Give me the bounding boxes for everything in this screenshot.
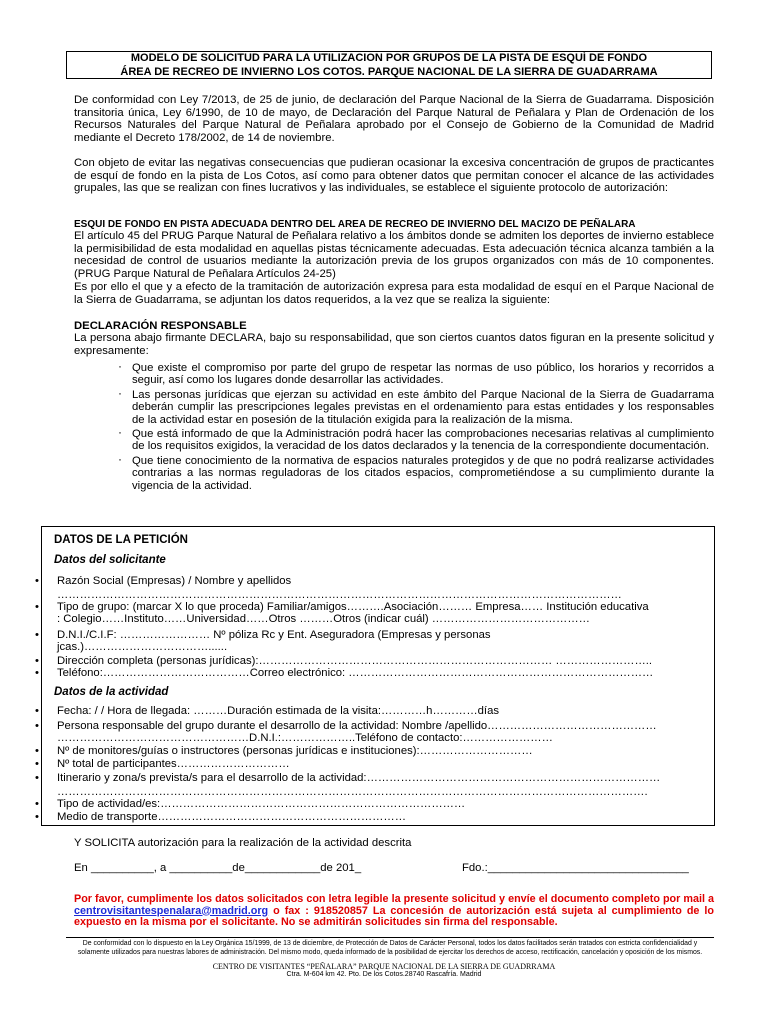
declaration-heading: DECLARACIÓN RESPONSABLE: [74, 320, 247, 332]
footer-divider: [66, 937, 714, 938]
legal-notice: De conformidad con lo dispuesto en la Ley Orgánica 15/1999, de 13 de diciembre, de Protección de Datos de Carácter Personal, todos los datos facilitados serán tratados con estricta confidencialidad y solamente utilizados para nuestras labores de administración. Del mismo modo, queda informado de la posibilidad de ejercitar los derechos de acceso, rectificación, cancelación y oposición de los mismos.: [77, 940, 703, 956]
activity-heading: Datos de la actividad: [54, 686, 169, 698]
responsible-person-field[interactable]: [35, 720, 669, 744]
declaration-intro: La persona abajo firmante DECLARA, bajo su responsabilidad, que son ciertos cuantos datos figuran en la presente solicitud y expresamente:: [74, 332, 714, 357]
applicant-name-field[interactable]: [35, 575, 669, 601]
field-label: Dirección completa (personas jurídicas):…………………………………………………………………… ……………………..: [57, 655, 653, 667]
date-time-field[interactable]: [35, 705, 669, 718]
visitor-center-name: CENTRO DE VISITANTES “PEÑALARA” PARQUE NACIONAL DE LA SIERRA DE GUADRRAMA: [212, 962, 556, 971]
submission-notice: [74, 894, 714, 929]
document-title-box: [66, 51, 712, 79]
bullet-icon: •: [35, 772, 39, 784]
field-label: Medio de transporte…………………………………………………………: [57, 811, 407, 823]
date-place-line[interactable]: En __________, a __________de____________de 201_: [74, 862, 362, 874]
field-label: Nº de monitores/guías o instructores (personas jurídicas e instituciones):…………………………: [57, 745, 533, 757]
notice-text-2: o fax : 918520857 La concesión de autorización está sujeta al cumplimiento de lo expuesto en la misma por el solicitante. No se admitirán solicitudes sin firma del responsable.: [74, 904, 714, 929]
solicita-text: Y SOLICITA autorización para la realización de la actividad descrita: [74, 837, 412, 849]
ski-section-paragraph-2: Es por ello el que y a efecto de la tramitación de autorización expresa para esta modalidad de esquí en el Parque Nacional de la Sierra de Guadarrama, se adjuntan los datos requeridos, a la vez que se realiza la siguiente:: [74, 281, 714, 306]
bullet-icon: •: [35, 811, 39, 823]
bullet-icon: •: [35, 705, 39, 717]
ski-section-heading: ESQUI DE FONDO EN PISTA ADECUADA DENTRO DEL AREA DE RECREO DE INVIERNO DEL MACIZO DE PEÑALARA: [74, 219, 636, 230]
field-blank[interactable]: jcas.)……………………………......: [57, 640, 228, 653]
declaration-item: · Que está informado de que la Administración podrá hacer las comprobaciones necesarias relativas al cumplimiento de los requisitos exigidos, la veracidad de los datos declarados y la tenencia de la correspondiente documentación.: [118, 428, 714, 453]
bullet-icon: •: [35, 575, 39, 587]
declaration-item: · Las personas jurídicas que ejerzan su actividad en este ámbito del Parque Nacional de la Sierra de Guadarrama deberán cumplir las prescripciones legales previstas en el ordenamiento para estas entidades y los responsables de la actividad estar en posesión de la titulación exigida para la realización de la misma.: [118, 389, 714, 426]
bullet-icon: •: [35, 745, 39, 757]
field-label: Fecha: / / Hora de llegada: ………Duración estimada de la visita:…………h…………días: [57, 705, 500, 717]
field-label: Teléfono:…………………………………Correo electrónico: ………………………………………………………………………: [57, 667, 654, 679]
field-label: Nº total de participantes…………………………: [57, 758, 290, 770]
field-blank[interactable]: ……………………………………………………………………………………………………………………………………: [57, 588, 622, 601]
field-label: Itinerario y zona/s prevista/s para el desarrollo de la actividad:……………………………………………………………………: [57, 772, 661, 784]
signature-line[interactable]: Fdo.:________________________________: [462, 862, 689, 874]
itinerary-field[interactable]: [35, 772, 669, 798]
title-line-1: MODELO DE SOLICITUD PARA LA UTILIZACION POR GRUPOS DE LA PISTA DE ESQUÍ DE FONDO: [130, 52, 648, 64]
field-label: Persona responsable del grupo durante el desarrollo de la actividad: Nombre /apellido………………………………………: [57, 720, 657, 732]
applicant-heading: Datos del solicitante: [54, 554, 166, 566]
participants-field[interactable]: [35, 758, 669, 771]
bullet-icon: •: [35, 758, 39, 770]
bullet-icon: •: [35, 667, 39, 679]
bullet-icon: •: [35, 629, 39, 641]
group-type-field[interactable]: [35, 601, 669, 625]
dni-policy-field[interactable]: [35, 629, 669, 653]
monitors-field[interactable]: [35, 745, 669, 758]
bullet-icon: •: [35, 601, 39, 613]
form-heading: DATOS DE LA PETICIÓN: [54, 534, 188, 546]
activity-type-field[interactable]: [35, 798, 669, 811]
email-link[interactable]: centrovisitantespenalara@madrid.org: [74, 904, 269, 917]
visitor-center-address: Ctra. M-604 km 42. Pto. De los Cotos.28740 Rascafría. Madrid: [286, 971, 482, 978]
transport-field[interactable]: [35, 811, 669, 824]
field-label: Tipo de grupo: (marcar X lo que proceda) Familiar/amigos……….Asociación……… Empresa…… Institución educativa: [57, 601, 649, 613]
phone-email-field[interactable]: [35, 667, 669, 680]
intro-paragraph-1: De conformidad con Ley 7/2013, de 25 de junio, de declaración del Parque Nacional de la Sierra de Guadarrama. Disposición transitoria única, Ley 6/1990, de 10 de mayo, de Declaración del Parque Natural de Peñalara y Plan de Ordenación de los Recursos Naturales del Parque Natural de Peñalara aprobado por el Consejo de Gobierno de la Comunidad de Madrid mediante el Decreto 178/2002, de 14 de noviembre.: [74, 94, 714, 144]
field-label: D.N.I./C.I.F: …………………… Nº póliza Rc y Ent. Aseguradora (Empresas y personas: [57, 629, 491, 641]
field-blank[interactable]: ……………………………………………D.N.I.:………………..Teléfono de contacto:……………………: [57, 731, 553, 744]
field-blank[interactable]: ………………………………………………………………………………………………………………………………………….: [57, 785, 648, 798]
declaration-list: [118, 362, 714, 494]
field-label: Tipo de actividad/es:………………………………………………………………………: [57, 798, 466, 810]
ski-section-paragraph-1: El artículo 45 del PRUG Parque Natural de Peñalara relativo a los ámbitos donde se admiten los deportes de invierno establece la permisibilidad de esta modalidad en aquellas pistas técnicamente adecuadas. Esta adecuación técnica alcanza también a la necesidad de control de usuarios mediante la autorización previa de los grupos organizados con más de 10 componentes. (PRUG Parque Natural de Peñalara Artículos 24-25): [74, 230, 714, 280]
field-label: Razón Social (Empresas) / Nombre y apellidos: [57, 575, 292, 587]
bullet-icon: •: [35, 655, 39, 667]
declaration-item: · Que existe el compromiso por parte del grupo de respetar las normas de uso público, los horarios y recorridos a seguir, así como los lugares donde desarrollar las actividades.: [118, 362, 714, 387]
notice-text-1: Por favor, cumplimente los datos solicitados con letra legible la presente solicitud y envíe el documento completo por mail a: [74, 893, 714, 905]
field-blank[interactable]: : Colegio……Instituto……Universidad……Otros ………Otros (indicar cuál) ……………………………………: [57, 612, 590, 625]
declaration-item: · Que tiene conocimiento de la normativa de espacios naturales protegidos y de que no podrá realizarse actividades contrarias a las normas reguladoras de los citados espacios, comprometiéndose a su cumplimiento durante la vigencia de la actividad.: [118, 455, 714, 492]
bullet-icon: •: [35, 720, 39, 732]
intro-paragraph-2: Con objeto de evitar las negativas consecuencias que pudieran ocasionar la excesiva concentración de grupos de practicantes de esquí de fondo en la pista de Los Cotos, así como para obtener datos que permitan conocer el alcance de las actividades grupales, las que se realizan con fines lucrativos y las individuales, se establece el siguiente protocolo de autorización:: [74, 157, 714, 195]
title-line-2: ÁREA DE RECREO DE INVIERNO LOS COTOS. PARQUE NACIONAL DE LA SIERRA DE GUADARRAMA: [120, 65, 658, 78]
address-field[interactable]: [35, 655, 669, 668]
bullet-icon: •: [35, 798, 39, 810]
